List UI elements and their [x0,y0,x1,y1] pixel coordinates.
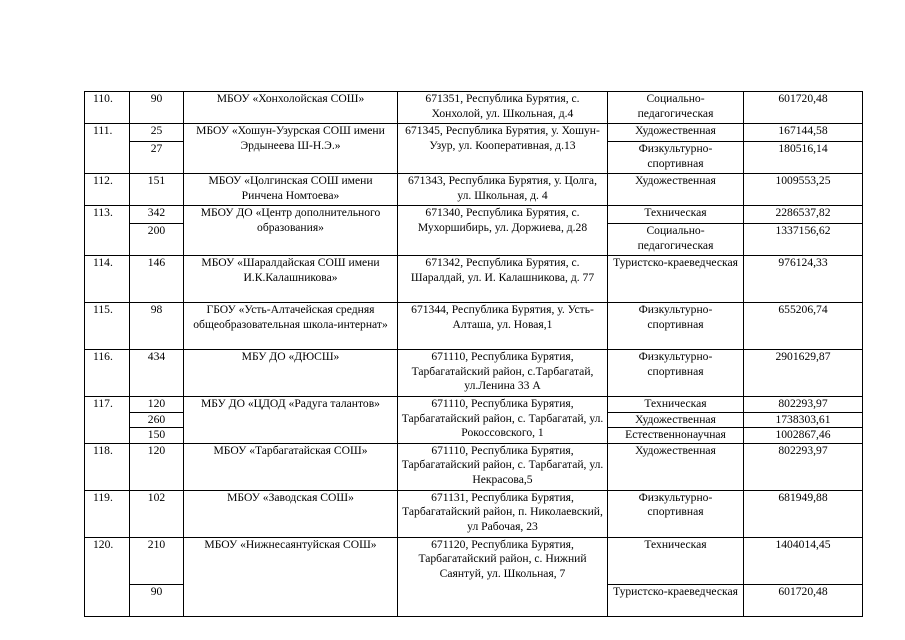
table-row [85,174,863,206]
table-row [85,206,863,224]
table-row [85,397,863,413]
organization-address: 671351, Республика Бурятия, с. Хонхолой, ул. Школьная, д.4 [398,92,608,124]
funding-amount: 802293,97 [744,443,863,490]
organization-address: 671345, Республика Бурятия, у. Хошун-Узур, ул. Кооперативная, д.13 [398,124,608,174]
program-direction: Физкультурно-спортивная [608,303,744,350]
organization-address: 671120, Республика Бурятия, Тарбагатайский район, с. Нижний Саянтуй, ул. Школьная, 7 [398,537,608,616]
student-count: 434 [130,350,184,397]
funding-amount: 601720,48 [744,584,863,616]
student-count: 151 [130,174,184,206]
organization-name: МБОУ «Заводская СОШ» [184,490,398,537]
program-direction: Художественная [608,443,744,490]
funding-amount: 976124,33 [744,256,863,303]
funding-amount: 601720,48 [744,92,863,124]
organization-name: МБОУ «Хонхолойская СОШ» [184,92,398,124]
funding-amount: 2901629,87 [744,350,863,397]
row-number: 116. [85,350,130,397]
table-row [85,124,863,142]
table-row [85,256,863,303]
funding-amount: 167144,58 [744,124,863,142]
program-direction: Естественнонаучная [608,428,744,444]
institutions-table-body [85,92,863,617]
program-direction: Техническая [608,206,744,224]
organization-address: 671110, Республика Бурятия, Тарбагатайский район, с. Тарбагатай, ул. Рокоссовского, 1 [398,397,608,444]
organization-name: МБУ ДО «ЦДОД «Радуга талантов» [184,397,398,444]
row-number: 112. [85,174,130,206]
student-count: 25 [130,124,184,142]
row-number: 119. [85,490,130,537]
organization-address: 671342, Республика Бурятия, с. Шаралдай, ул. И. Калашникова, д. 77 [398,256,608,303]
row-number: 111. [85,124,130,174]
program-direction: Социально-педагогическая [608,92,744,124]
organization-name: МБОУ «Хошун-Узурская СОШ имени Эрдынеева Ш-Н.Э.» [184,124,398,174]
program-direction: Техническая [608,537,744,584]
table-row [85,443,863,490]
student-count: 90 [130,584,184,616]
funding-amount: 1738303,61 [744,412,863,428]
student-count: 98 [130,303,184,350]
program-direction: Физкультурно-спортивная [608,490,744,537]
organization-name: ГБОУ «Усть-Алтачейская средняя общеобразовательная школа-интернат» [184,303,398,350]
organization-address: 671110, Республика Бурятия, Тарбагатайский район, с.Тарбагатай, ул.Ленина 33 А [398,350,608,397]
organization-address: 671110, Республика Бурятия, Тарбагатайский район, с. Тарбагатай, ул. Некрасова,5 [398,443,608,490]
row-number: 115. [85,303,130,350]
row-number: 110. [85,92,130,124]
program-direction: Художественная [608,174,744,206]
organization-name: МБОУ «Тарбагатайская СОШ» [184,443,398,490]
organization-address: 671131, Республика Бурятия, Тарбагатайский район, п. Николаевский, ул Рабочая, 23 [398,490,608,537]
student-count: 200 [130,224,184,256]
funding-amount: 2286537,82 [744,206,863,224]
student-count: 102 [130,490,184,537]
program-direction: Физкультурно-спортивная [608,350,744,397]
student-count: 210 [130,537,184,584]
program-direction: Туристско-краеведческая [608,256,744,303]
student-count: 27 [130,142,184,174]
row-number: 118. [85,443,130,490]
program-direction: Художественная [608,124,744,142]
student-count: 146 [130,256,184,303]
student-count: 120 [130,443,184,490]
table-row [85,303,863,350]
program-direction: Техническая [608,397,744,413]
funding-amount: 1337156,62 [744,224,863,256]
student-count: 120 [130,397,184,413]
funding-amount: 180516,14 [744,142,863,174]
organization-name: МБУ ДО «ДЮСШ» [184,350,398,397]
program-direction: Туристско-краеведческая [608,584,744,616]
organization-name: МБОУ «Шаралдайская СОШ имени И.К.Калашникова» [184,256,398,303]
organization-name: МБОУ «Цолгинская СОШ имени Ринчена Номтоева» [184,174,398,206]
student-count: 260 [130,412,184,428]
table-row [85,350,863,397]
funding-amount: 655206,74 [744,303,863,350]
funding-amount: 1002867,46 [744,428,863,444]
funding-amount: 681949,88 [744,490,863,537]
funding-amount: 802293,97 [744,397,863,413]
student-count: 150 [130,428,184,444]
program-direction: Художественная [608,412,744,428]
table-row [85,537,863,584]
row-number: 113. [85,206,130,256]
funding-amount: 1009553,25 [744,174,863,206]
program-direction: Физкультурно-спортивная [608,142,744,174]
organization-address: 671344, Республика Бурятия, у. Усть-Алташа, ул. Новая,1 [398,303,608,350]
row-number: 114. [85,256,130,303]
organization-name: МБОУ ДО «Центр дополнительного образования» [184,206,398,256]
institutions-table [84,91,863,617]
student-count: 90 [130,92,184,124]
student-count: 342 [130,206,184,224]
funding-amount: 1404014,45 [744,537,863,584]
table-row [85,490,863,537]
row-number: 117. [85,397,130,444]
organization-name: МБОУ «Нижнесаянтуйская СОШ» [184,537,398,616]
row-number: 120. [85,537,130,616]
table-row [85,92,863,124]
organization-address: 671340, Республика Бурятия, с. Мухоршибирь, ул. Доржиева, д.28 [398,206,608,256]
program-direction: Социально-педагогическая [608,224,744,256]
organization-address: 671343, Республика Бурятия, у. Цолга, ул. Школьная, д. 4 [398,174,608,206]
